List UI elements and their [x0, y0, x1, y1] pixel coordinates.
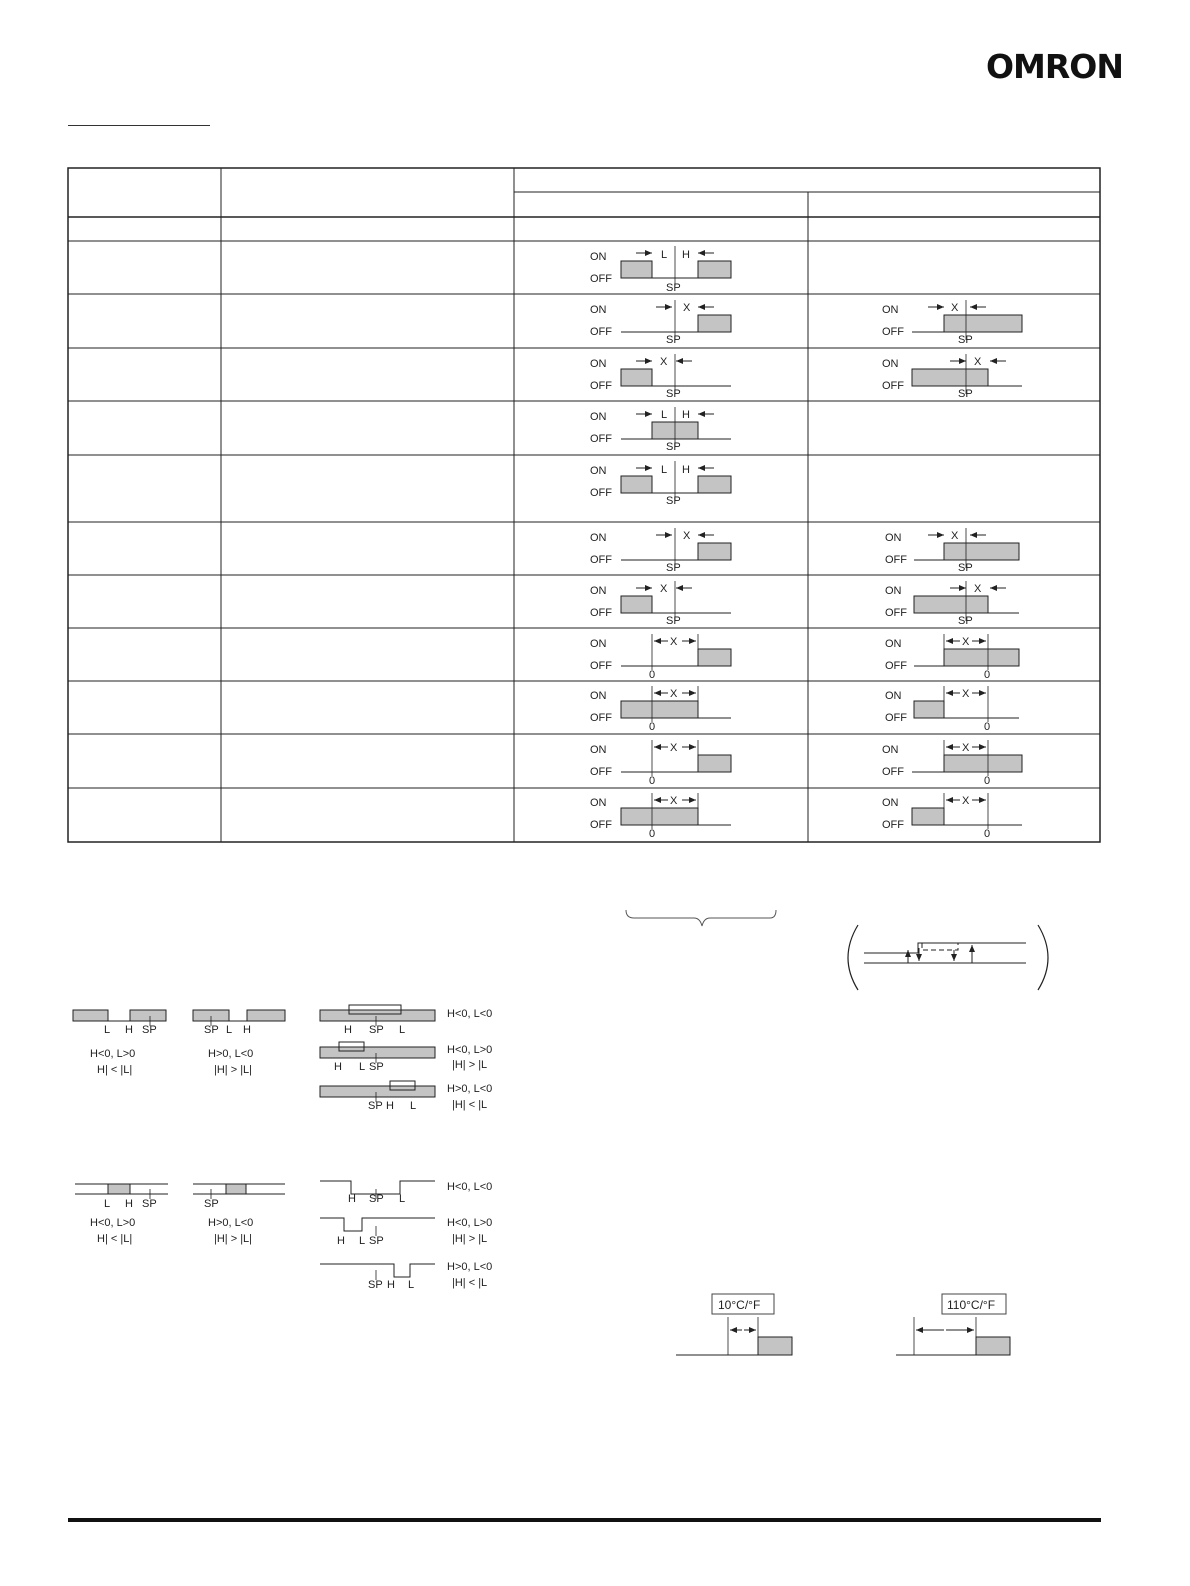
- svg-text:L: L: [359, 1061, 366, 1073]
- svg-text:SP: SP: [142, 1198, 157, 1210]
- svg-text:OFF: OFF: [885, 660, 907, 672]
- svg-text:SP: SP: [369, 1193, 384, 1205]
- svg-text:L: L: [399, 1193, 406, 1205]
- svg-text:H: H: [682, 409, 690, 421]
- svg-text:H: H: [334, 1061, 342, 1073]
- svg-text:H>0, L<0: H>0, L<0: [447, 1083, 493, 1095]
- row3-positive-diagram: [590, 354, 731, 400]
- svg-text:L: L: [661, 464, 668, 476]
- svg-text:L: L: [104, 1198, 111, 1210]
- svg-text:ON: ON: [590, 358, 607, 370]
- svg-text:X: X: [962, 795, 970, 807]
- svg-text:H: H: [125, 1198, 133, 1210]
- svg-text:SP: SP: [666, 282, 681, 294]
- svg-text:ON: ON: [885, 690, 902, 702]
- svg-text:ON: ON: [590, 744, 607, 756]
- svg-text:H: H: [387, 1279, 395, 1291]
- svg-text:H<0, L>0: H<0, L>0: [447, 1044, 493, 1056]
- svg-text:ON: ON: [590, 465, 607, 477]
- svg-text:H>0, L<0: H>0, L<0: [208, 1048, 254, 1060]
- svg-text:OFF: OFF: [590, 380, 612, 392]
- svg-text:OFF: OFF: [885, 712, 907, 724]
- svg-text:SP: SP: [204, 1024, 219, 1036]
- hysteresis-110-figure: [896, 1294, 1010, 1355]
- omron-logo: OMRON: [986, 47, 1123, 86]
- svg-text:0: 0: [649, 828, 656, 840]
- row8-positive-diagram: [590, 634, 731, 681]
- svg-text:ON: ON: [590, 638, 607, 650]
- svg-text:H>0, L<0: H>0, L<0: [447, 1261, 493, 1273]
- svg-text:0: 0: [984, 669, 991, 681]
- svg-text:SP: SP: [958, 562, 973, 574]
- svg-text:ON: ON: [590, 690, 607, 702]
- row2-positive-diagram: [590, 300, 731, 346]
- svg-text:H: H: [682, 464, 690, 476]
- svg-text:110°C/°F: 110°C/°F: [947, 1298, 996, 1312]
- svg-text:ON: ON: [590, 251, 607, 263]
- svg-text:H: H: [682, 249, 690, 261]
- svg-text:|H| > |L|: |H| > |L|: [214, 1064, 253, 1076]
- svg-text:L: L: [359, 1235, 366, 1247]
- svg-text:H<0, L>0: H<0, L>0: [90, 1217, 136, 1229]
- svg-text:H: H: [348, 1193, 356, 1205]
- svg-text:X: X: [683, 530, 691, 542]
- svg-text:OFF: OFF: [590, 433, 612, 445]
- svg-text:L: L: [661, 249, 668, 261]
- svg-text:L: L: [408, 1279, 415, 1291]
- svg-text:H: H: [344, 1024, 352, 1036]
- footer-rule: [68, 1518, 1101, 1522]
- svg-text:ON: ON: [882, 358, 899, 370]
- svg-text:ON: ON: [590, 585, 607, 597]
- svg-text:H<0, L<0: H<0, L<0: [447, 1008, 493, 1020]
- svg-text:H<0, L>0: H<0, L>0: [90, 1048, 136, 1060]
- row2-negative-diagram: [882, 300, 1022, 346]
- svg-text:OFF: OFF: [590, 273, 612, 285]
- svg-text:SP: SP: [368, 1100, 383, 1112]
- svg-text:H| < |L|: H| < |L|: [97, 1233, 133, 1245]
- svg-text:H: H: [243, 1024, 251, 1036]
- svg-text:SP: SP: [666, 562, 681, 574]
- svg-text:H<0, L<0: H<0, L<0: [447, 1181, 493, 1193]
- svg-text:|H| < |L: |H| < |L: [452, 1099, 488, 1111]
- svg-text:ON: ON: [882, 744, 899, 756]
- svg-text:OFF: OFF: [885, 554, 907, 566]
- svg-text:SP: SP: [369, 1061, 384, 1073]
- svg-text:10°C/°F: 10°C/°F: [718, 1298, 761, 1312]
- svg-text:ON: ON: [885, 585, 902, 597]
- svg-text:SP: SP: [369, 1235, 384, 1247]
- row4-positive-diagram: [590, 407, 731, 453]
- svg-text:ON: ON: [590, 411, 607, 423]
- svg-text:0: 0: [984, 828, 991, 840]
- svg-text:H: H: [125, 1024, 133, 1036]
- row11-negative-diagram: [882, 793, 1022, 840]
- row7-positive-diagram: [590, 581, 731, 627]
- svg-text:H<0, L>0: H<0, L>0: [447, 1217, 493, 1229]
- upper-lower-outside-examples: [73, 1005, 492, 1112]
- svg-text:L: L: [104, 1024, 111, 1036]
- svg-text:X: X: [962, 636, 970, 648]
- svg-text:|H| < |L: |H| < |L: [452, 1277, 488, 1289]
- standby-sequence-figure: [848, 925, 1048, 990]
- svg-text:0: 0: [984, 775, 991, 787]
- svg-text:H| < |L|: H| < |L|: [97, 1064, 133, 1076]
- svg-text:SP: SP: [666, 441, 681, 453]
- svg-text:SP: SP: [142, 1024, 157, 1036]
- svg-text:OFF: OFF: [590, 326, 612, 338]
- svg-text:H: H: [337, 1235, 345, 1247]
- svg-text:ON: ON: [590, 304, 607, 316]
- svg-text:0: 0: [649, 669, 656, 681]
- row1-positive-diagram: [590, 246, 731, 294]
- row9-negative-diagram: [885, 686, 1019, 733]
- svg-text:OFF: OFF: [882, 326, 904, 338]
- row6-positive-diagram: [590, 528, 731, 574]
- svg-text:L: L: [226, 1024, 233, 1036]
- svg-text:ON: ON: [885, 638, 902, 650]
- svg-text:OFF: OFF: [590, 660, 612, 672]
- svg-text:X: X: [974, 583, 982, 595]
- svg-text:L: L: [410, 1100, 417, 1112]
- svg-text:SP: SP: [369, 1024, 384, 1036]
- svg-text:SP: SP: [666, 388, 681, 400]
- svg-text:SP: SP: [666, 615, 681, 627]
- svg-text:H>0, L<0: H>0, L<0: [208, 1217, 254, 1229]
- svg-text:SP: SP: [666, 334, 681, 346]
- svg-text:X: X: [951, 302, 959, 314]
- svg-text:0: 0: [649, 721, 656, 733]
- svg-text:OFF: OFF: [590, 487, 612, 499]
- svg-text:ON: ON: [882, 304, 899, 316]
- upper-lower-inside-examples: [75, 1181, 492, 1291]
- row8-negative-diagram: [885, 634, 1019, 681]
- svg-text:SP: SP: [666, 495, 681, 507]
- svg-text:OFF: OFF: [590, 766, 612, 778]
- svg-text:OFF: OFF: [885, 607, 907, 619]
- svg-text:X: X: [670, 742, 678, 754]
- row10-negative-diagram: [882, 740, 1022, 787]
- row11-positive-diagram: [590, 793, 731, 840]
- svg-text:H: H: [386, 1100, 394, 1112]
- svg-text:X: X: [951, 530, 959, 542]
- svg-text:OFF: OFF: [590, 607, 612, 619]
- svg-text:ON: ON: [882, 797, 899, 809]
- row6-negative-diagram: [885, 528, 1019, 574]
- svg-text:X: X: [670, 636, 678, 648]
- svg-text:ON: ON: [885, 532, 902, 544]
- row7-negative-diagram: [885, 581, 1019, 627]
- svg-text:X: X: [962, 742, 970, 754]
- svg-text:OFF: OFF: [882, 380, 904, 392]
- svg-text:X: X: [683, 302, 691, 314]
- svg-text:X: X: [974, 356, 982, 368]
- row3-negative-diagram: [882, 354, 1022, 400]
- svg-text:L: L: [399, 1024, 406, 1036]
- svg-text:|H| > |L: |H| > |L: [452, 1233, 488, 1245]
- svg-text:X: X: [660, 356, 668, 368]
- svg-text:OFF: OFF: [590, 712, 612, 724]
- svg-text:OFF: OFF: [882, 766, 904, 778]
- svg-text:0: 0: [984, 721, 991, 733]
- brace-figure: [626, 910, 776, 926]
- svg-text:OFF: OFF: [590, 554, 612, 566]
- svg-text:SP: SP: [368, 1279, 383, 1291]
- svg-text:X: X: [962, 688, 970, 700]
- row10-positive-diagram: [590, 740, 731, 787]
- row9-positive-diagram: [590, 686, 731, 733]
- svg-text:ON: ON: [590, 532, 607, 544]
- svg-text:X: X: [670, 795, 678, 807]
- svg-text:0: 0: [649, 775, 656, 787]
- svg-text:SP: SP: [204, 1198, 219, 1210]
- svg-text:X: X: [670, 688, 678, 700]
- svg-text:OFF: OFF: [882, 819, 904, 831]
- svg-text:SP: SP: [958, 388, 973, 400]
- hysteresis-10-figure: [676, 1294, 792, 1355]
- svg-text:ON: ON: [590, 797, 607, 809]
- svg-text:|H| > |L: |H| > |L: [452, 1059, 488, 1071]
- svg-text:SP: SP: [958, 615, 973, 627]
- svg-text:OFF: OFF: [590, 819, 612, 831]
- svg-text:|H| > |L|: |H| > |L|: [214, 1233, 253, 1245]
- svg-text:X: X: [660, 583, 668, 595]
- svg-text:L: L: [661, 409, 668, 421]
- row5-positive-diagram: [590, 461, 731, 507]
- svg-text:SP: SP: [958, 334, 973, 346]
- alarm-type-table: [68, 168, 1100, 842]
